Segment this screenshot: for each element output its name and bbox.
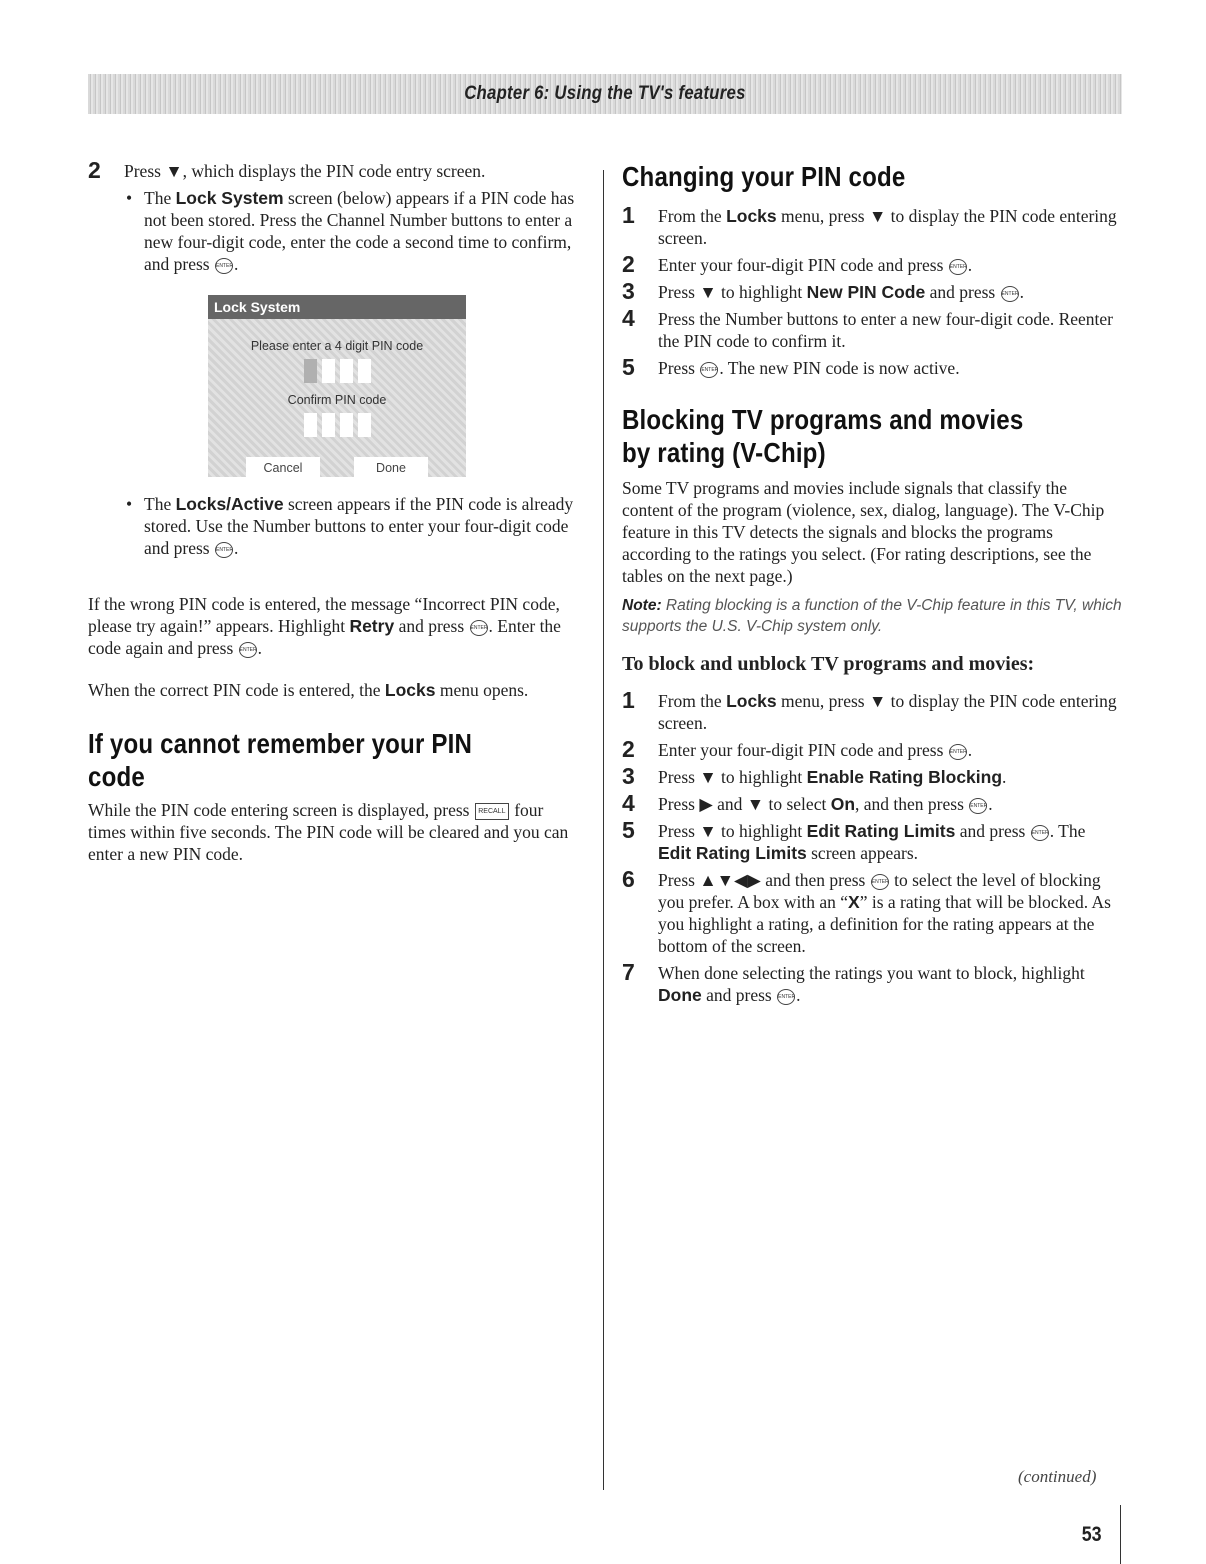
lock-screen-buttons [208,457,466,479]
enter-button-icon: ENTER [949,259,967,275]
lock-system-term: Lock System [175,188,284,208]
block-step-4: 4 Press ▶ and ▼ to select On, and then press ENTER. [622,790,993,816]
change-step-4 [622,305,1122,352]
correct-pin-paragraph [88,679,584,701]
bullet-text: The [144,494,176,514]
step-text: to select the level of blocking you prefer. A box with an “ [658,870,1101,912]
step-text: Enter your four-digit PIN code and press [658,255,944,275]
step-text: Press ▼, which displays the PIN code entry screen. [124,161,486,181]
step-number: 2 [88,157,101,183]
page-number: 53 [1081,1523,1102,1546]
enter-button-icon: ENTER [215,542,233,558]
step-text: Press ▼ to highlight [658,821,807,841]
page-number-rule [1120,1505,1121,1564]
bullet-locks-active: • The Locks/Active screen appears if the PIN code is already stored. Use the Number buttons to enter your four-digit code and press ENTER. [124,493,584,559]
step-text: From the [658,206,727,226]
continued-label: (continued) [1018,1467,1097,1486]
locks-term: Locks [384,680,436,700]
on-term: On [830,794,856,814]
pin-digit-box[interactable] [358,359,371,383]
step-number: 5 [622,817,635,843]
paragraph-text: If the wrong PIN code is entered, the message “Incorrect PIN code, please try again!” appears. Highlight [88,594,560,636]
step-number: 4 [622,305,635,331]
enter-button-icon: ENTER [949,744,967,760]
step-text: , and then press [855,794,964,814]
step-number: 2 [622,251,635,277]
locks-term: Locks [726,206,777,226]
step-number: 2 [622,736,635,762]
step-text: From the [658,691,727,711]
block-step-5 [622,817,1122,864]
block-step-7: 7 When done selecting the ratings you want to block, highlight Done and press ENTER. [622,959,1085,1005]
retry-term: Retry [349,616,395,636]
step-number: 1 [622,202,635,228]
step-text: Press ▼ to highlight [658,282,807,302]
right-column [622,160,1122,1011]
paragraph-text: four times within five seconds. The PIN code will be cleared and you can enter a new PIN code. [88,800,569,864]
confirm-entry-row [208,413,466,437]
step-number: 3 [622,763,635,789]
confirm-digit-box[interactable] [304,413,317,437]
step-text: Enter your four-digit PIN code and press [658,740,944,760]
note-text: Rating blocking is a function of the V-Chip feature in this TV, which supports the U.S. V-Chip system only. [622,597,1122,635]
step-text: menu, press ▼ to display the PIN code entering screen. [658,206,1117,248]
step-text: . [1002,767,1007,787]
step-text: When done selecting the ratings you want to block, highlight [658,963,1085,983]
done-button[interactable]: Done [354,457,428,479]
bullet-text: screen appears if the PIN code is already stored. Use the Number buttons to enter your four-digit code and press [144,494,574,558]
step-text: Press [658,358,695,378]
note [622,595,1122,637]
blocking-paragraph: Some TV programs and movies include signals that classify the content of the program (violence, sex, dialog, language). The V-Chip feature in this TV detects the signals and blocks the programs according to the ratings you select. (For rating descriptions, see the tables on the next page.) [622,478,1105,586]
step-number: 1 [622,687,635,713]
paragraph-text: menu opens. [435,680,529,700]
step-text: ” is a rating that will be blocked. As you highlight a rating, a definition for the rating appears at the bottom of the screen. [658,892,1111,956]
enter-button-icon: ENTER [470,620,488,636]
block-step-6 [622,866,1122,957]
block-step-1 [622,687,1122,734]
pin-prompt: Please enter a 4 digit PIN code [250,339,424,353]
column-divider [603,170,604,1490]
step-number: 6 [622,866,635,892]
step-text: . The new PIN code is now active. [719,358,960,378]
enter-button-icon: ENTER [239,642,257,658]
enter-button-icon: ENTER [215,258,233,274]
step-number: 7 [622,959,635,985]
enable-rating-blocking-term: Enable Rating Blocking [806,767,1003,787]
paragraph-text: and press [394,616,465,636]
enter-button-icon: ENTER [777,989,795,1005]
blocking-heading [622,403,1052,469]
change-step-5 [622,354,1122,380]
x-mark: X [848,892,860,912]
step-text: Press ▼ to highlight [658,767,807,787]
bullet-text: screen (below) appears if a PIN code has not been stored. Press the Channel Number buttons to enter a new four-digit code, enter the code a second time to confirm, and press [144,188,575,274]
pin-digit-box[interactable] [322,359,335,383]
confirm-digit-box[interactable] [358,413,371,437]
change-step-2: 2 Enter your four-digit PIN code and press ENTER. [622,251,973,277]
confirm-digit-box[interactable] [322,413,335,437]
edit-rating-limits-term: Edit Rating Limits [658,843,807,863]
block-step-2: 2 Enter your four-digit PIN code and press ENTER. [622,736,973,762]
pin-entry-row [208,359,466,383]
step-text: screen appears. [806,843,919,863]
forgot-pin-heading: If you cannot remember your PIN code [88,728,473,792]
step-text: and press [925,282,996,302]
step-text: and press [955,821,1026,841]
forgot-pin-paragraph [88,799,584,865]
change-step-1 [622,202,1122,249]
bullet-lock-system: • The Lock System screen (below) appears if a PIN code has not been stored. Press the Channel Number buttons to enter a new four-digit code, enter the code a second time to confirm, and press ENTER. [124,187,584,275]
step-text: and press [701,985,772,1005]
locks-active-term: Locks/Active [175,494,284,514]
enter-button-icon: ENTER [700,362,718,378]
lock-screen-title: Lock System [208,295,466,319]
bullet-text: The [144,188,176,208]
locks-term: Locks [726,691,777,711]
cancel-button[interactable]: Cancel [246,457,320,479]
pin-digit-box[interactable] [304,359,317,383]
step-text: Press the Number buttons to enter a new four-digit code. Reenter the PIN code to confirm it. [658,309,1114,351]
chapter-header [88,74,1122,114]
step-text: . The [1049,821,1086,841]
paragraph-text: When the correct PIN code is entered, the [88,680,385,700]
edit-rating-limits-term: Edit Rating Limits [806,821,956,841]
change-pin-heading: Changing your PIN code [622,161,906,192]
step-2 [88,157,584,183]
block-step-3 [622,763,1122,789]
step-text: Press ▶ and ▼ to select [658,794,831,814]
heading-line: Blocking TV programs and movies [622,404,1024,435]
heading-line: by rating (V-Chip) [622,437,826,468]
step-number: 4 [622,790,635,816]
step-text: Press ▲▼◀▶ and then press [658,870,866,890]
enter-button-icon: ENTER [871,874,889,890]
note-label: Note: [622,597,662,614]
pin-digit-box[interactable] [340,359,353,383]
confirm-prompt: Confirm PIN code [287,393,387,407]
lock-system-screen [208,295,466,477]
enter-button-icon: ENTER [1031,825,1049,841]
change-step-3: 3 Press ▼ to highlight New PIN Code and press ENTER. [622,278,1024,304]
new-pin-code-term: New PIN Code [806,282,926,302]
enter-button-icon: ENTER [969,798,987,814]
paragraph-text: While the PIN code entering screen is displayed, press [88,800,470,820]
paragraph-text: . Enter the code again and press [88,616,561,658]
step-number: 5 [622,354,635,380]
step-text: menu, press ▼ to display the PIN code entering screen. [658,691,1117,733]
done-term: Done [658,985,702,1005]
confirm-digit-box[interactable] [340,413,353,437]
step-number: 3 [622,278,635,304]
enter-button-icon: ENTER [1001,286,1019,302]
left-column [88,157,584,865]
incorrect-pin-paragraph: If the wrong PIN code is entered, the message “Incorrect PIN code, please try again!” appears. Highlight Retry and press ENTER. Enter the code again and press ENTER. [88,594,561,658]
block-unblock-subheading: To block and unblock TV programs and movies: [622,653,1035,675]
recall-button-icon: RECALL [475,803,509,820]
chapter-title: Chapter 6: Using the TV's features [464,83,746,104]
